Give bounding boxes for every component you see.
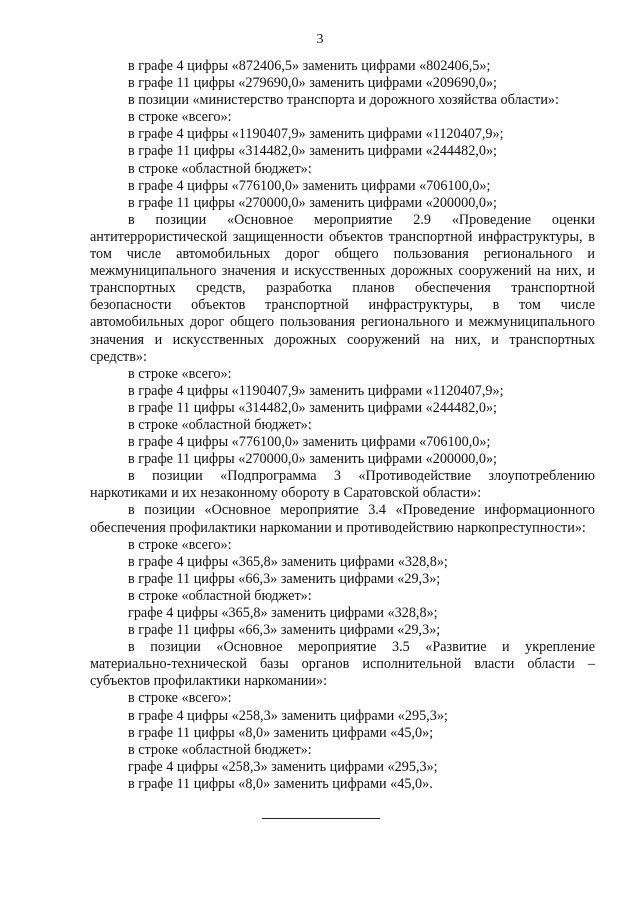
paragraph: в графе 4 цифры «1190407,9» заменить цифрами «1120407,9»; [128, 382, 504, 399]
paragraph: в графе 11 цифры «8,0» заменить цифрами «45,0». [128, 775, 433, 792]
paragraph: в графе 11 цифры «279690,0» заменить цифрами «209690,0»; [128, 75, 497, 92]
paragraph: в строке «областной бюджет»: [128, 416, 312, 433]
paragraph: в графе 11 цифры «66,3» заменить цифрами «29,3»; [128, 622, 441, 639]
paragraph: в позиции «Подпрограмма 3 «Противодействие злоупотреблению наркотиками и их незаконному обороту в Саратовской области»: [90, 468, 595, 502]
paragraph: в графе 11 цифры «314482,0» заменить цифрами «244482,0»; [128, 399, 497, 416]
paragraph: в графе 4 цифры «1190407,9» заменить цифрами «1120407,9»; [128, 126, 504, 143]
paragraph: в позиции «Основное мероприятие 3.5 «Развитие и укрепление материально-технической базы органов исполнительной власти области – субъектов профилактики наркомании»: [90, 639, 595, 690]
paragraph: графе 4 цифры «258,3» заменить цифрами «295,3»; [128, 758, 438, 775]
document-body [90, 58, 595, 793]
paragraph: в графе 11 цифры «8,0» заменить цифрами «45,0»; [128, 724, 434, 741]
paragraph: в строке «всего»: [128, 365, 232, 382]
paragraph: в графе 4 цифры «258,3» заменить цифрами «295,3»; [128, 707, 448, 724]
paragraph: в графе 4 цифры «365,8» заменить цифрами «328,8»; [128, 553, 448, 570]
paragraph: в строке «областной бюджет»: [128, 741, 312, 758]
paragraph: в графе 4 цифры «776100,0» заменить цифрами «706100,0»; [128, 434, 491, 451]
paragraph: в строке «областной бюджет»: [128, 587, 312, 604]
paragraph: в строке «всего»: [128, 690, 232, 707]
paragraph: в графе 11 цифры «314482,0» заменить цифрами «244482,0»; [128, 143, 497, 160]
paragraph: в позиции «Основное мероприятие 2.9 «Проведение оценки антитеррористической защищенности объектов транспортной инфраструктуры, в том числе автомобильных дорог общего пользования регионального и межмуниципального значения и искусственных дорожных сооружений на них, и транспортных средств, разработка планов обеспечения транспортной безопасности объектов транспортной инфраструктуры, в том числе автомобильных дорог общего пользования регионального и межмуниципального значения и искусственных дорожных сооружений на них, и транспортных средств»: [90, 211, 595, 365]
paragraph: в графе 11 цифры «270000,0» заменить цифрами «200000,0»; [128, 194, 497, 211]
paragraph: в позиции «министерство транспорта и дорожного хозяйства области»: [128, 92, 559, 109]
footer-divider [262, 818, 380, 819]
paragraph: в графе 4 цифры «776100,0» заменить цифрами «706100,0»; [128, 177, 491, 194]
paragraph: в позиции «Основное мероприятие 3.4 «Проведение информационного обеспечения профилактики наркомании и противодействию наркопреступности»: [90, 502, 595, 536]
paragraph: в строке «всего»: [128, 536, 232, 553]
paragraph: в строке «областной бюджет»: [128, 160, 312, 177]
paragraph: в графе 11 цифры «66,3» заменить цифрами «29,3»; [128, 570, 441, 587]
paragraph: в строке «всего»: [128, 109, 232, 126]
paragraph: в графе 4 цифры «872406,5» заменить цифрами «802406,5»; [128, 58, 491, 74]
page-number: 3 [316, 32, 324, 47]
paragraph: графе 4 цифры «365,8» заменить цифрами «328,8»; [128, 605, 438, 621]
paragraph: в графе 11 цифры «270000,0» заменить цифрами «200000,0»; [128, 451, 497, 468]
